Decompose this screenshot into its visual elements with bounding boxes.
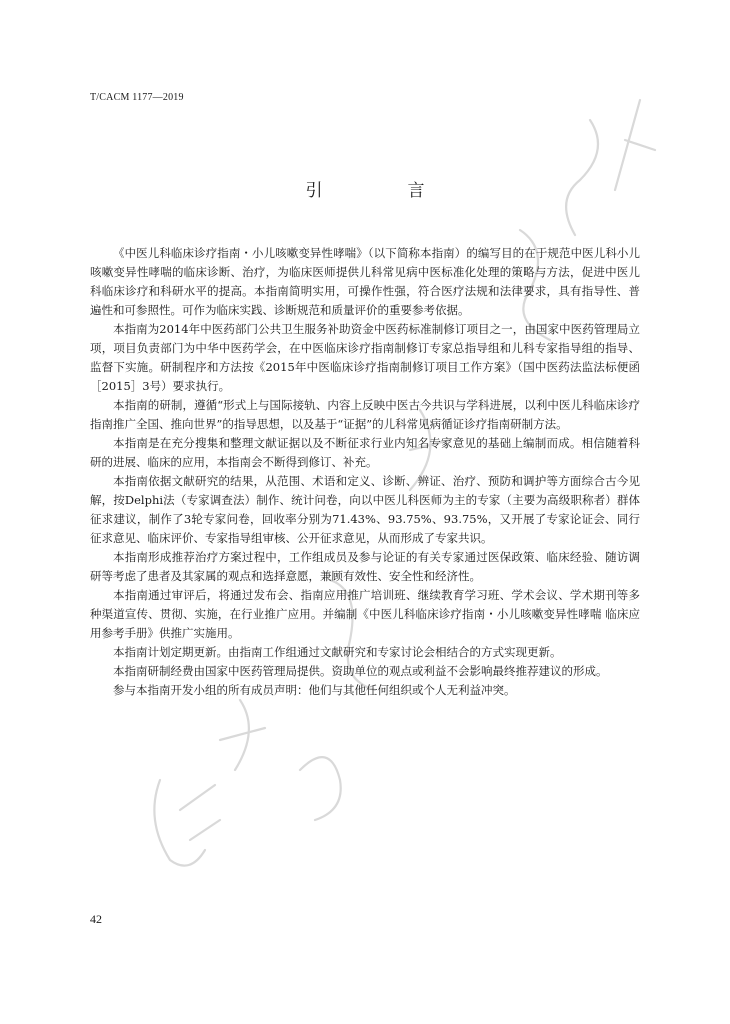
paragraph: 本指南依据文献研究的结果，从范围、术语和定义、诊断、辨证、治疗、预防和调护等方面综合古今见解，按Delphi法（专家调查法）制作、统计问卷，向以中医儿科医师为主的专家（主要为高级职称者）群体征求建议，制作了3轮专家问卷，回收率分别为71.43%、93.75%、93.75%，又开展了专家论证会、同行征求意见、临床评价、专家指导组审核、公开征求意见，从而形成了专家共识。 xyxy=(90,474,640,545)
paragraph: 参与本指南开发小组的所有成员声明：他们与其他任何组织或个人无利益冲突。 xyxy=(113,683,516,697)
paragraph: 本指南通过审评后，将通过发布会、指南应用推广培训班、继续教育学习班、学术会议、学术期刊等多种渠道宣传、贯彻、实施，在行业推广应用。并编制《中医儿科临床诊疗指南・小儿咳嗽变异性哮喘 临床应用参考手册》供推广实施用。 xyxy=(90,588,640,640)
paragraph: 本指南是在充分搜集和整理文献证据以及不断征求行业内知名专家意见的基础上编制而成。相信随着科研的进展、临床的应用，本指南会不断得到修订、补充。 xyxy=(90,436,640,469)
body-text xyxy=(90,244,640,700)
paragraph: 本指南计划定期更新。由指南工作组通过文献研究和专家讨论会相结合的方式实现更新。 xyxy=(113,645,562,659)
paragraph: 本指南研制经费由国家中医药管理局提供。资助单位的观点或利益不会影响最终推荐建议的形成。 xyxy=(113,664,608,678)
document-code: T/CACM 1177—2019 xyxy=(90,92,184,103)
paragraph: 本指南为2014年中医药部门公共卫生服务补助资金中医药标准制修订项目之一，由国家中医药管理局立项，项目负责部门为中华中医药学会，在中医临床诊疗指南制修订专家总指导组和儿科专家指导组的指导、监督下实施。研制程序和方法按《2015年中医临床诊疗指南制修订项目工作方案》（国中医药法监法标便函［2015］3号）要求执行。 xyxy=(90,322,640,393)
paragraph: 本指南的研制，遵循“形式上与国际接轨、内容上反映中医古今共识与学科进展，以利中医儿科临床诊疗指南推广全国、推向世界”的指导思想，以及基于“证据”的儿科常见病循证诊疗指南研制方法。 xyxy=(90,398,640,431)
paragraph: 《中医儿科临床诊疗指南・小儿咳嗽变异性哮喘》（以下简称本指南）的编写目的在于规范中医儿科小儿咳嗽变异性哮喘的临床诊断、治疗，为临床医师提供儿科常见病中医标准化处理的策略与方法，促进中医儿科临床诊疗和科研水平的提高。本指南简明实用，可操作性强，符合医疗法规和法律要求，具有指导性、普遍性和可参照性。可作为临床实践、诊断规范和质量评价的重要参考依据。 xyxy=(90,246,640,317)
paragraph: 本指南形成推荐治疗方案过程中，工作组成员及参与论证的有关专家通过医保政策、临床经验、随访调研等考虑了患者及其家属的观点和选择意愿，兼顾有效性、安全性和经济性。 xyxy=(90,550,640,583)
page-number: 42 xyxy=(90,912,102,926)
page-title: 引 言 xyxy=(305,181,459,201)
